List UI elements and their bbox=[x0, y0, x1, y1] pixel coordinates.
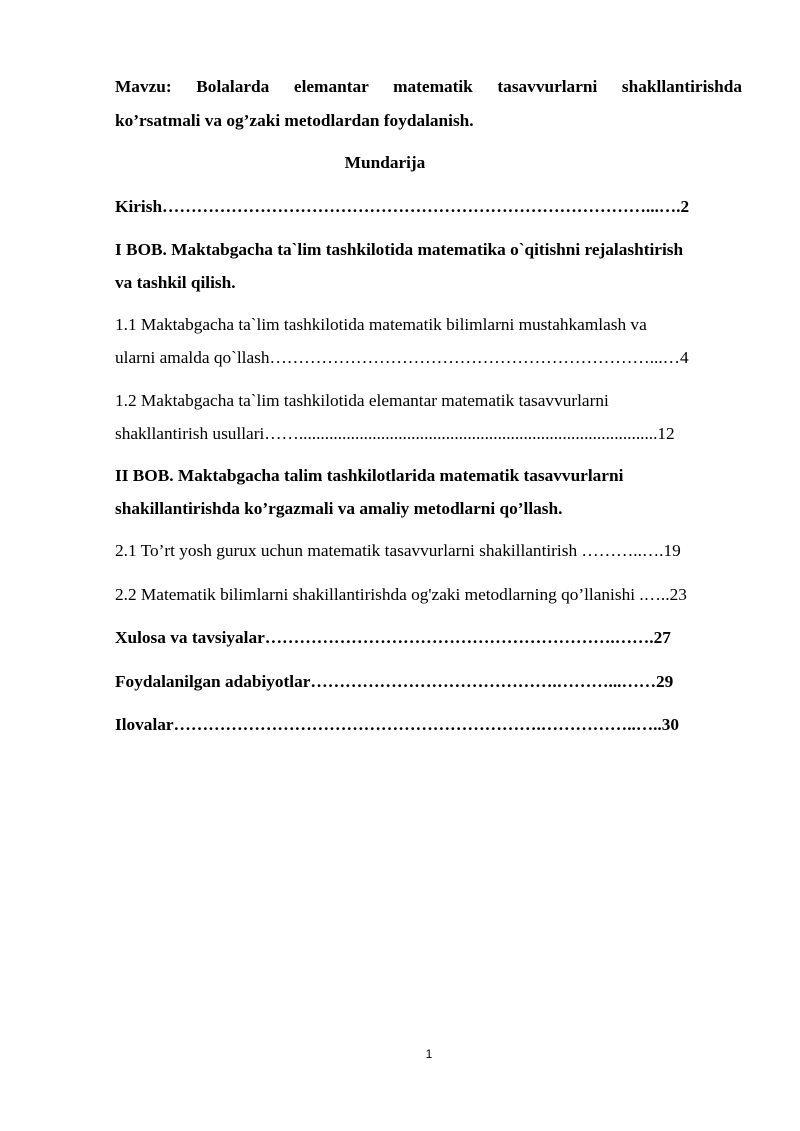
document-title-line-2: ko’rsatmali va og’zaki metodlardan foydalanish. bbox=[115, 111, 474, 130]
toc-chapter-2-title-line-2: shakillantirishda ko’rgazmali va amaliy metodlarni qo’llash. bbox=[115, 499, 563, 518]
toc-section-1-1-line-2: ularni amalda qo`llash…………………………………………………………...…4 bbox=[115, 348, 689, 367]
toc-section-1-1-line-1: 1.1 Maktabgacha ta`lim tashkilotida matematik bilimlarni mustahkamlash va bbox=[115, 315, 647, 334]
toc-section-2-1: 2.1 To’rt yosh gurux uchun matematik tasavvurlarni shakillantirish ………..….19 bbox=[115, 541, 681, 560]
toc-entry-conclusion: Xulosa va tavsiyalar…………………………………………………….…….27 bbox=[115, 628, 671, 647]
toc-section-2-2: 2.2 Matematik bilimlarni shakillantirishda og'zaki metodlarning qo’llanishi .…..23 bbox=[115, 585, 687, 604]
toc-entry-introduction: Kirish…………………………………………………………………………...….2 bbox=[115, 197, 690, 216]
toc-entry-appendices: Ilovalar……………………………………………………….……………..…..30 bbox=[115, 715, 680, 734]
toc-entry-references: Foydalanilgan adabiyotlar…………………………………….………...……29 bbox=[115, 672, 674, 691]
toc-chapter-1-title-line-2: va tashkil qilish. bbox=[115, 273, 236, 292]
toc-chapter-2-title-line-1: II BOB. Maktabgacha talim tashkilotlarida matematik tasavvurlarni bbox=[115, 466, 624, 485]
toc-section-1-2-line-2: shakllantirish usullari……...................................................................................12 bbox=[115, 424, 675, 443]
toc-chapter-1-title-line-1: I BOB. Maktabgacha ta`lim tashkilotida matematika o`qitishni rejalashtirish bbox=[115, 240, 684, 259]
toc-section-1-2-line-1: 1.2 Maktabgacha ta`lim tashkilotida elemantar matematik tasavvurlarni bbox=[115, 391, 609, 410]
contents-heading: Mundarija bbox=[344, 153, 426, 172]
page-number: 1 bbox=[425, 1047, 433, 1061]
document-title-line-1: Mavzu: Bolalarda elemantar matematik tasavvurlarni shakllantirishda bbox=[115, 77, 742, 96]
